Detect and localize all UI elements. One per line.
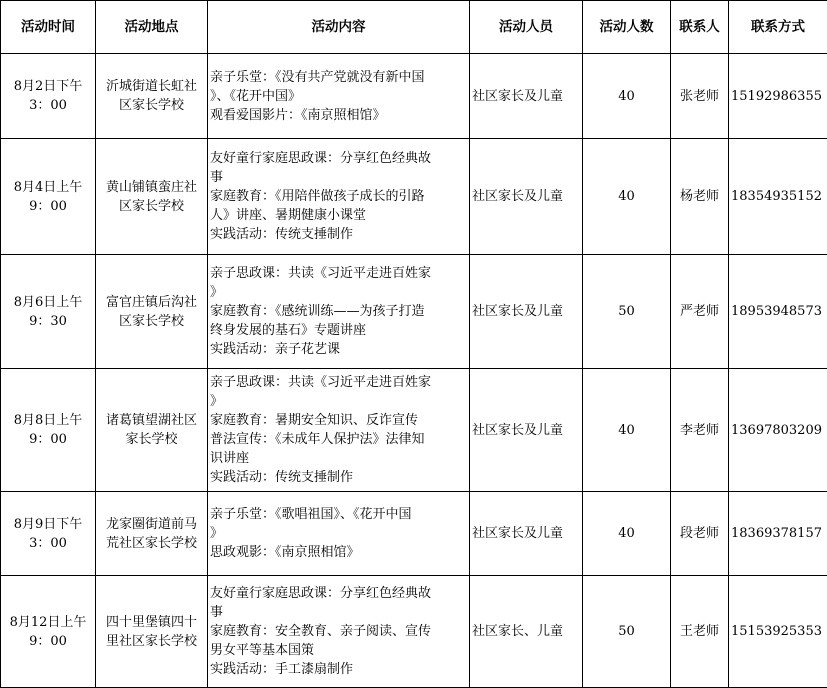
cell-text: 8月8日上午 [3,411,93,430]
cell-text: 家庭教育：《用陪伴做孩子成长的引路 [210,187,467,206]
cell-people: 社区家长及儿童 [470,369,583,492]
cell-text: 8月2日下午 [3,77,93,96]
cell-people: 社区家长及儿童 [470,492,583,576]
cell-text: 荒社区家长学校 [98,534,205,553]
cell-text: 观看爱国影片：《南京照相馆》 [210,106,467,125]
cell-time [1,492,96,576]
cell-count: 40 [583,54,671,139]
cell-text: 8月9日下午 [3,515,93,534]
cell-text: 家庭教育：《感统训练——为孩子打造 [210,302,467,321]
header-people: 活动人员 [470,1,583,54]
cell-text: 黄山铺镇蛮庄社 [98,178,205,197]
cell-text: 区家长学校 [98,197,205,216]
cell-time [1,54,96,139]
cell-text: 3：00 [3,534,93,553]
cell-text: 四十里堡镇四十 [98,613,205,632]
cell-text: 3：00 [3,96,93,115]
header-content: 活动内容 [208,1,470,54]
cell-text: 思政观影：《南京照相馆》 [210,543,467,562]
cell-contact: 杨老师 [671,139,729,255]
cell-content [208,576,470,688]
table-row [1,139,827,255]
cell-content [208,492,470,576]
cell-text: 9：30 [3,312,93,331]
cell-text: 事 [210,603,467,622]
table-row [1,576,827,688]
cell-text: 人》讲座、暑期健康小课堂 [210,206,467,225]
cell-text: 亲子思政课：共读《习近平走进百姓家 [210,373,467,392]
cell-time [1,255,96,369]
cell-count: 50 [583,576,671,688]
cell-text: 实践活动：手工漆扇制作 [210,660,467,679]
cell-people: 社区家长及儿童 [470,139,583,255]
cell-text: 亲子乐堂：《歌唱祖国》、《花开中国 [210,505,467,524]
cell-text: 沂城街道长虹社 [98,77,205,96]
cell-text: 》 [210,283,467,302]
header-time: 活动时间 [1,1,96,54]
cell-text: 家庭教育：暑期安全知识、反诈宣传 [210,411,467,430]
cell-text: 友好童行家庭思政课：分享红色经典故 [210,584,467,603]
cell-phone: 13697803209 [729,369,827,492]
cell-text: 实践活动：传统支捶制作 [210,468,467,487]
cell-content [208,369,470,492]
cell-text: 龙家圈街道前马 [98,515,205,534]
cell-time [1,139,96,255]
cell-text: 》 [210,524,467,543]
cell-content [208,139,470,255]
cell-text: 9：00 [3,430,93,449]
cell-text: 里社区家长学校 [98,632,205,651]
cell-text: 》 [210,392,467,411]
cell-text: 8月6日上午 [3,293,93,312]
cell-phone: 15192986355 [729,54,827,139]
cell-phone: 18354935152 [729,139,827,255]
table-row [1,492,827,576]
cell-people: 社区家长及儿童 [470,54,583,139]
cell-text: 亲子思政课：共读《习近平走进百姓家 [210,264,467,283]
cell-text: 终身发展的基石》专题讲座 [210,321,467,340]
table-row [1,369,827,492]
cell-text: 亲子乐堂：《没有共产党就没有新中国 [210,68,467,87]
cell-place [96,54,208,139]
header-place: 活动地点 [96,1,208,54]
cell-place [96,369,208,492]
cell-content [208,54,470,139]
cell-text: 友好童行家庭思政课：分享红色经典故 [210,149,467,168]
cell-contact: 段老师 [671,492,729,576]
cell-contact: 严老师 [671,255,729,369]
cell-content [208,255,470,369]
cell-text: 实践活动：传统支捶制作 [210,225,467,244]
cell-contact: 王老师 [671,576,729,688]
cell-people: 社区家长及儿童 [470,255,583,369]
cell-count: 40 [583,492,671,576]
cell-phone: 18953948573 [729,255,827,369]
table-row [1,255,827,369]
cell-text: 事 [210,168,467,187]
header-contact: 联系人 [671,1,729,54]
cell-count: 50 [583,255,671,369]
header-phone: 联系方式 [729,1,827,54]
table-row [1,54,827,139]
cell-contact: 张老师 [671,54,729,139]
cell-place [96,255,208,369]
cell-people: 社区家长、儿童 [470,576,583,688]
cell-text: 区家长学校 [98,96,205,115]
cell-text: 9：00 [3,632,93,651]
cell-phone: 18369378157 [729,492,827,576]
cell-count: 40 [583,369,671,492]
header-count: 活动人数 [583,1,671,54]
cell-text: 富官庄镇后沟社 [98,293,205,312]
cell-text: 家长学校 [98,430,205,449]
cell-text: 》、《花开中国》 [210,87,467,106]
cell-time [1,576,96,688]
cell-place [96,139,208,255]
cell-text: 诸葛镇望湖社区 [98,411,205,430]
cell-time [1,369,96,492]
cell-place [96,492,208,576]
cell-text: 识讲座 [210,449,467,468]
cell-text: 普法宣传：《未成年人保护法》法律知 [210,430,467,449]
cell-text: 9：00 [3,197,93,216]
cell-contact: 李老师 [671,369,729,492]
cell-text: 8月4日上午 [3,178,93,197]
cell-phone: 15153925353 [729,576,827,688]
cell-count: 40 [583,139,671,255]
cell-text: 8月12日上午 [3,613,93,632]
cell-text: 实践活动：亲子花艺课 [210,340,467,359]
cell-place [96,576,208,688]
cell-text: 男女平等基本国策 [210,641,467,660]
cell-text: 区家长学校 [98,312,205,331]
cell-text: 家庭教育：安全教育、亲子阅读、宣传 [210,622,467,641]
header-row [1,1,827,54]
